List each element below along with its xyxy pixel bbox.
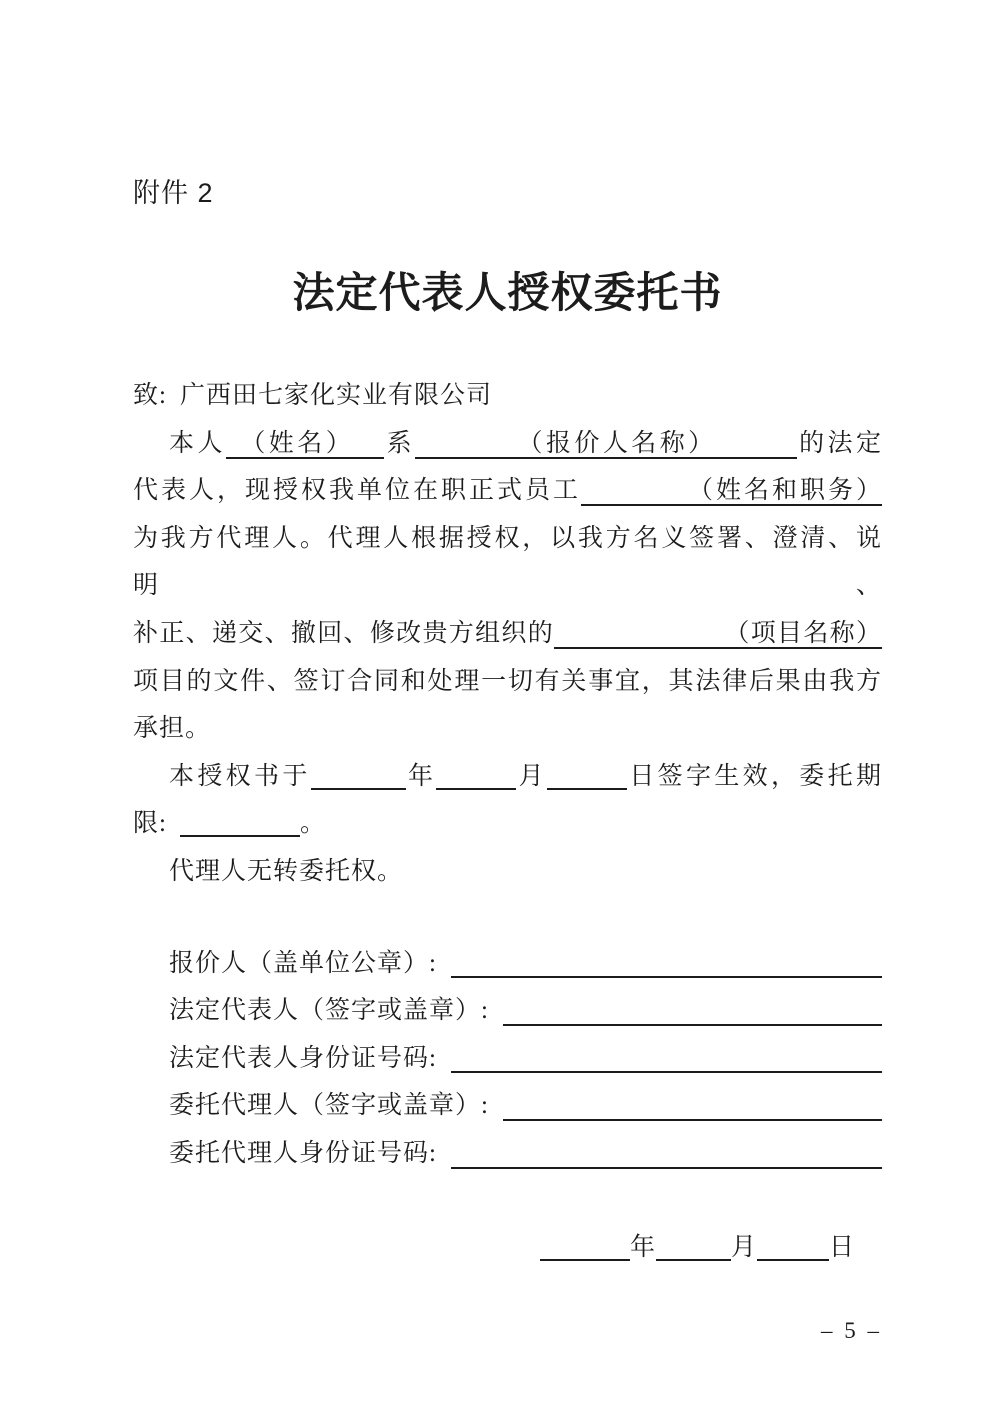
bidder-name-blank <box>415 430 797 459</box>
sign-year-blank <box>311 763 406 790</box>
p1-l1-post: 的法定 <box>796 429 882 457</box>
paragraph1-line2 <box>133 467 882 515</box>
bidder-seal-blank <box>451 940 882 979</box>
term-prefix: 限: <box>133 810 167 838</box>
p1-l2-pre: 代表人，现授权我单位在职正式员工 <box>133 477 581 505</box>
legal-rep-signature-row <box>133 987 882 1035</box>
sign-month-blank <box>436 763 516 790</box>
page-content <box>133 0 882 1271</box>
agent-name-blank <box>581 477 882 506</box>
agent-signature-row <box>133 1082 882 1130</box>
month-label: 月 <box>516 762 547 790</box>
date-day-blank <box>757 1234 829 1261</box>
legal-rep-id-row <box>133 1035 882 1083</box>
signature-block <box>133 940 882 1178</box>
project-placeholder-label: （项目名称） <box>724 619 882 647</box>
legal-rep-signature-blank <box>503 987 882 1026</box>
date-year-label: 年 <box>629 1233 656 1261</box>
paragraph1-line6: 承担。 <box>133 715 212 743</box>
date-month-blank <box>656 1234 731 1261</box>
agent-id-label: 委托代理人身份证号码: <box>169 1139 437 1167</box>
paragraph1-line3: 为我方代理人。代理人根据授权，以我方名义签署、澄清、说明、 <box>133 524 882 600</box>
document-body <box>133 372 882 896</box>
sign-day-blank <box>547 763 627 790</box>
agent-placeholder-label: （姓名和职务） <box>685 477 882 505</box>
date-line <box>133 1224 882 1272</box>
page-number: – 5 – <box>821 1318 882 1343</box>
term-blank <box>180 810 300 837</box>
agent-signature-blank <box>503 1082 882 1121</box>
name-placeholder-label: （姓名） <box>237 429 355 457</box>
paragraph2-line1 <box>133 753 882 801</box>
paragraph1-line5: 项目的文件、签订合同和处理一切有关事宜，其法律后果由我方 <box>133 667 882 695</box>
bidder-seal-row <box>133 940 882 988</box>
p1-l4-pre: 补正、递交、撤回、修改贵方组织的 <box>133 619 555 647</box>
p1-l1-pre: 本人 <box>169 429 226 457</box>
recipient-company: 广西田七家化实业有限公司 <box>179 382 492 409</box>
legal-rep-id-label: 法定代表人身份证号码: <box>169 1044 437 1072</box>
date-year-blank <box>540 1234 630 1261</box>
recipient-prefix: 致: <box>133 382 167 409</box>
agent-id-row <box>133 1130 882 1178</box>
year-label: 年 <box>405 762 437 790</box>
agent-signature-label: 委托代理人（签字或盖章）: <box>169 1092 489 1120</box>
recipient-line <box>133 372 882 420</box>
term-period-mark: 。 <box>299 810 326 838</box>
date-month-label: 月 <box>730 1233 757 1261</box>
date-day-label: 日 <box>828 1233 855 1261</box>
bidder-seal-label: 报价人（盖单位公章）: <box>169 949 437 977</box>
p1-l1-mid: 系 <box>384 429 416 457</box>
project-name-blank <box>554 620 882 649</box>
day-effective-label: 日签字生效，委托期 <box>627 762 882 790</box>
attachment-label: 附件 2 <box>133 178 214 208</box>
paragraph1-line1 <box>133 420 882 468</box>
document-title: 法定代表人授权委托书 <box>292 271 723 317</box>
bidder-placeholder-label: （报价人名称） <box>515 429 717 457</box>
paragraph2-line3: 代理人无转委托权。 <box>169 857 404 885</box>
legal-rep-signature-label: 法定代表人（签字或盖章）: <box>169 997 489 1025</box>
paragraph2-line2 <box>133 800 882 848</box>
legal-rep-id-blank <box>451 1035 882 1074</box>
legal-rep-name-blank <box>226 430 384 459</box>
agent-id-blank <box>451 1130 882 1169</box>
p2-l1-pre: 本授权书于 <box>169 762 311 790</box>
paragraph1-line4 <box>133 610 882 658</box>
